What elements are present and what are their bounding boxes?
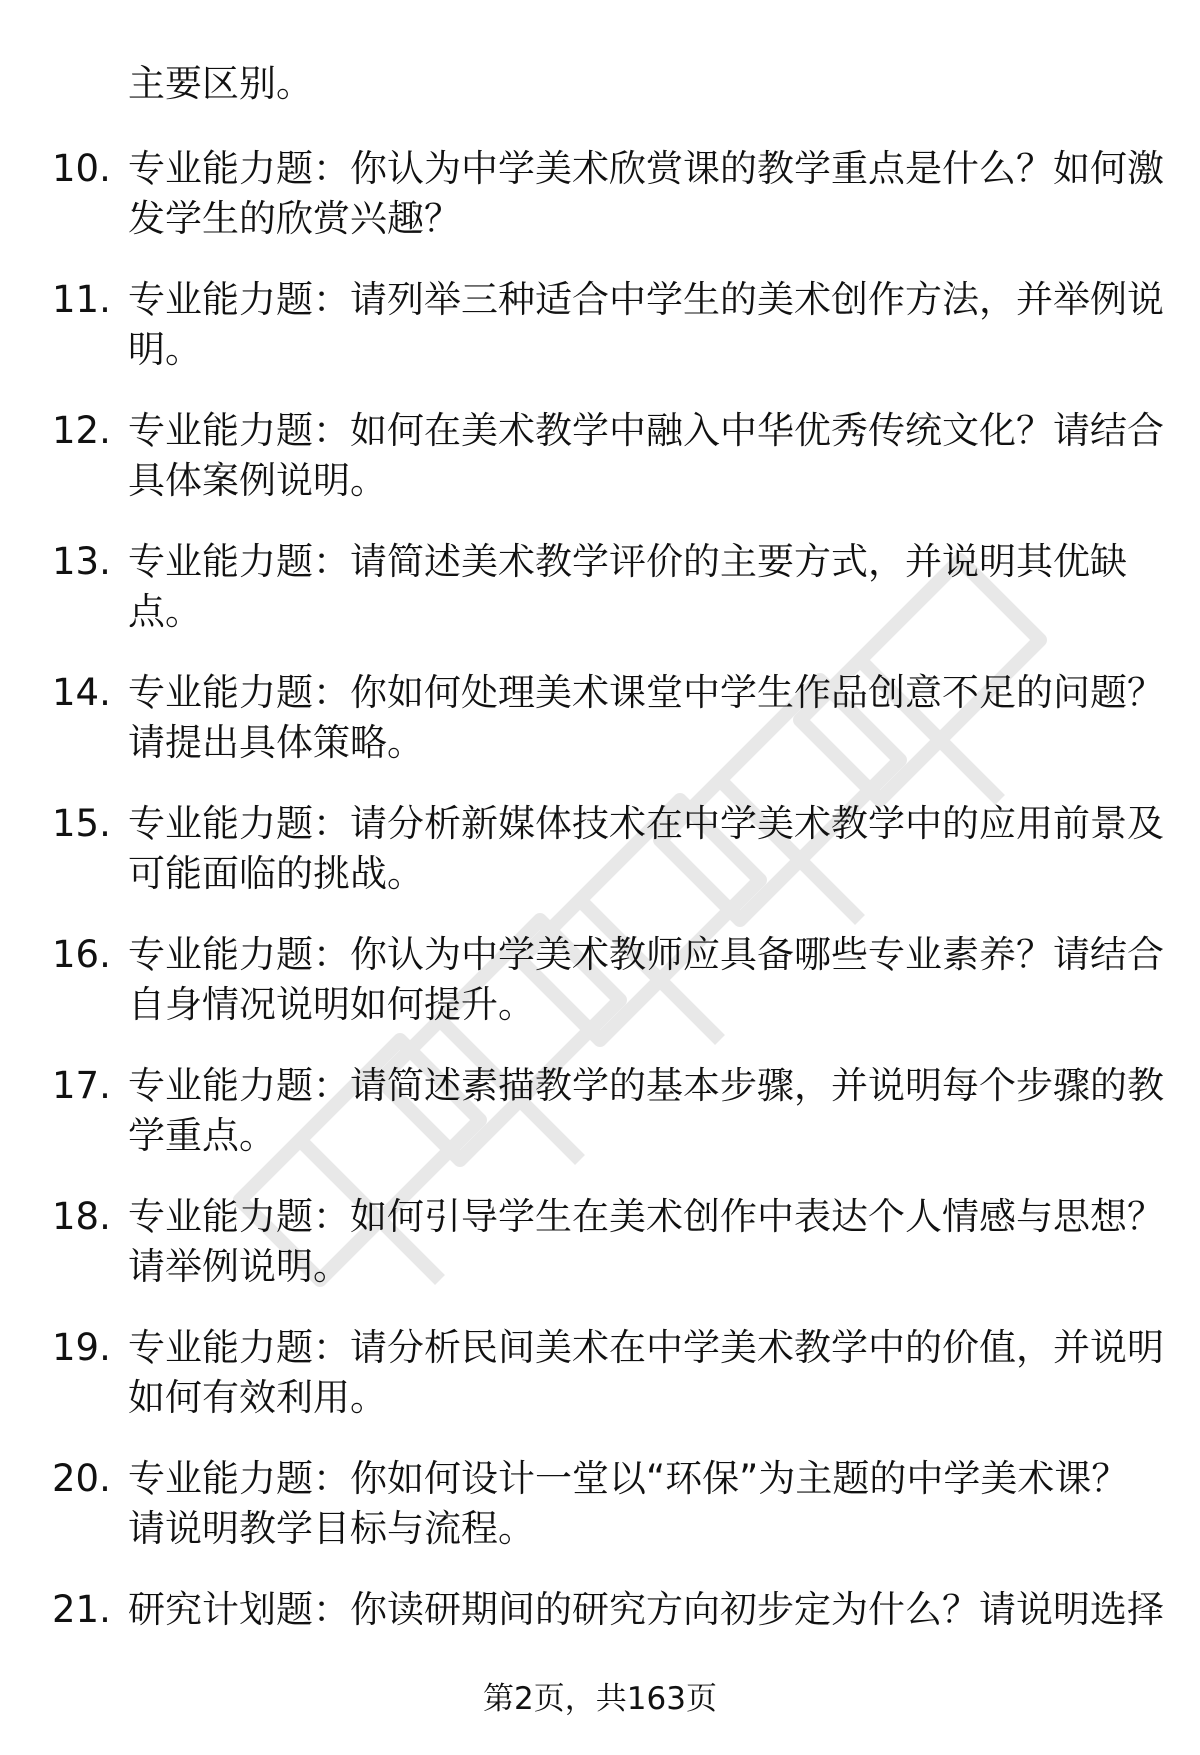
question-list xyxy=(0,144,1200,1716)
question-number: 20. xyxy=(52,1457,111,1500)
list-item xyxy=(0,406,1200,537)
question-text xyxy=(128,1323,1164,1423)
question-number: 10. xyxy=(52,147,111,190)
list-item xyxy=(0,1454,1200,1585)
list-item xyxy=(0,1061,1200,1192)
question-text xyxy=(128,1192,1164,1292)
question-text xyxy=(128,799,1164,899)
list-item xyxy=(0,144,1200,275)
question-line: 专业能力题：请简述美术教学评价的主要方式，并说明其优缺 xyxy=(128,540,1127,583)
question-line: 自身情况说明如何提升。 xyxy=(128,983,535,1026)
question-text xyxy=(128,275,1164,375)
question-line: 专业能力题：请分析新媒体技术在中学美术教学中的应用前景及 xyxy=(128,802,1164,845)
question-line: 专业能力题：如何在美术教学中融入中华优秀传统文化？请结合 xyxy=(128,409,1164,452)
list-item xyxy=(0,537,1200,668)
continuation-text: 主要区别。 xyxy=(128,62,313,105)
question-number: 13. xyxy=(52,540,111,583)
question-line: 专业能力题：你如何处理美术课堂中学生作品创意不足的问题？ xyxy=(128,671,1164,714)
list-item xyxy=(0,1323,1200,1454)
question-line: 专业能力题：你认为中学美术欣赏课的教学重点是什么？如何激 xyxy=(128,147,1164,190)
question-line: 发学生的欣赏兴趣？ xyxy=(128,197,461,240)
question-line: 专业能力题：如何引导学生在美术创作中表达个人情感与思想？ xyxy=(128,1195,1164,1238)
question-line: 明。 xyxy=(128,328,202,371)
question-text xyxy=(128,1585,1164,1635)
page-footer: 第2页，共163页 xyxy=(483,1681,717,1717)
question-line: 请举例说明。 xyxy=(128,1245,350,1288)
question-line: 专业能力题：请简述素描教学的基本步骤，并说明每个步骤的教 xyxy=(128,1064,1164,1107)
question-line: 学重点。 xyxy=(128,1114,276,1157)
question-text xyxy=(128,1454,1138,1554)
list-item xyxy=(0,799,1200,930)
question-line: 点。 xyxy=(128,590,202,633)
question-number: 21. xyxy=(52,1588,111,1631)
list-item xyxy=(0,668,1200,799)
list-item xyxy=(0,930,1200,1061)
question-text xyxy=(128,144,1164,244)
list-item xyxy=(0,1192,1200,1323)
question-number: 12. xyxy=(52,409,111,452)
question-number: 19. xyxy=(52,1326,111,1369)
question-number: 15. xyxy=(52,802,111,845)
question-line: 请提出具体策略。 xyxy=(128,721,424,764)
question-number: 16. xyxy=(52,933,111,976)
question-number: 11. xyxy=(52,278,111,321)
question-text xyxy=(128,1061,1164,1161)
question-line: 专业能力题：你如何设计一堂以“环保”为主题的中学美术课？ xyxy=(128,1457,1129,1500)
question-line: 如何有效利用。 xyxy=(128,1376,387,1419)
question-number: 17. xyxy=(52,1064,111,1107)
question-line: 请说明教学目标与流程。 xyxy=(128,1507,535,1550)
question-line: 研究计划题：你读研期间的研究方向初步定为什么？请说明选择 xyxy=(128,1588,1164,1631)
question-line: 专业能力题：请分析民间美术在中学美术教学中的价值，并说明 xyxy=(128,1326,1164,1369)
question-text xyxy=(128,930,1164,1030)
question-text xyxy=(128,537,1138,637)
question-number: 14. xyxy=(52,671,111,714)
question-line: 专业能力题：你认为中学美术教师应具备哪些专业素养？请结合 xyxy=(128,933,1164,976)
question-line: 可能面临的挑战。 xyxy=(128,852,424,895)
question-text xyxy=(128,406,1164,506)
list-item xyxy=(0,275,1200,406)
question-line: 具体案例说明。 xyxy=(128,459,387,502)
question-line: 专业能力题：请列举三种适合中学生的美术创作方法，并举例说 xyxy=(128,278,1164,321)
question-text xyxy=(128,668,1164,768)
question-number: 18. xyxy=(52,1195,111,1238)
